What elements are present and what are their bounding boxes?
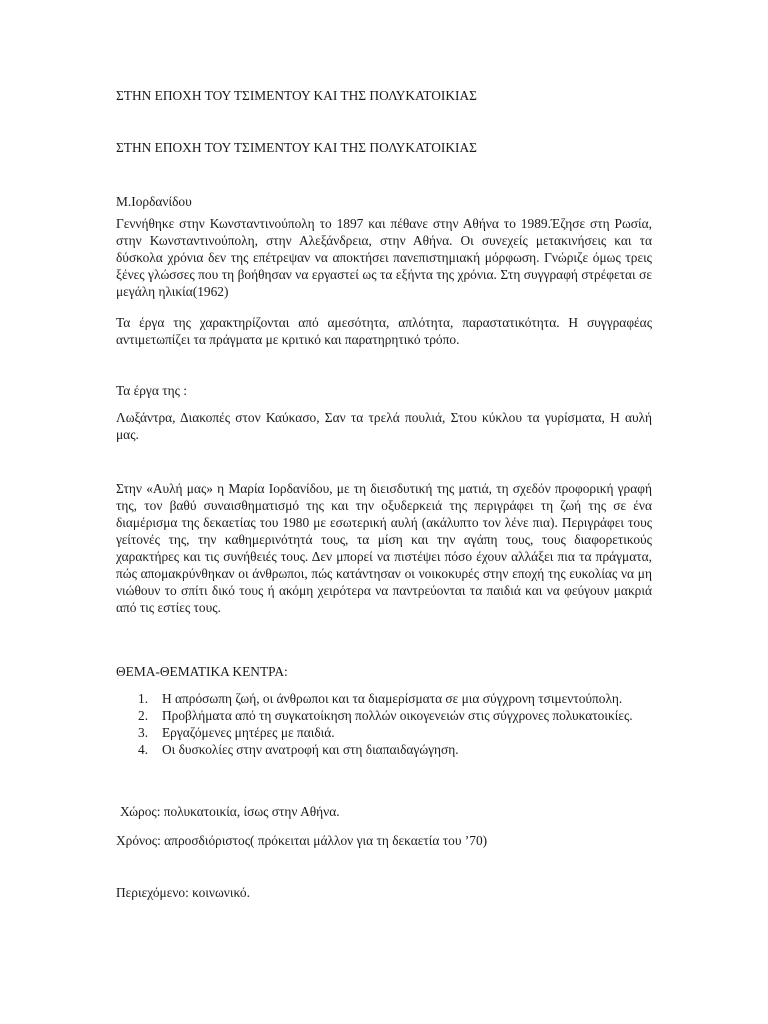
theme-text: Η απρόσωπη ζωή, οι άνθρωποι και τα διαμερίσματα σε μια σύγχρονη τσιμεντούπολη. xyxy=(162,691,623,706)
theme-number: 3. xyxy=(138,725,149,740)
theme-text: Εργαζόμενες μητέρες με παιδιά. xyxy=(162,725,335,740)
theme-number: 4. xyxy=(138,742,149,757)
theme-number: 2. xyxy=(138,708,149,723)
themes-heading: ΘΕΜΑ-ΘΕΜΑΤΙΚΑ ΚΕΝΤΡΑ: xyxy=(116,664,288,679)
theme-item xyxy=(138,724,652,741)
theme-item xyxy=(138,690,652,707)
author-name: Μ.Ιορδανίδου xyxy=(116,194,192,209)
time-paragraph: Χρόνος: απροσδιόριστος( πρόκειται μάλλον για τη δεκαετία του ’70) xyxy=(116,833,488,848)
document-title: ΣΤΗΝ ΕΠΟΧΗ ΤΟΥ ΤΣΙΜΕΝΤΟΥ ΚΑΙ ΤΗΣ ΠΟΛΥΚΑΤΟΙΚΙΑΣ xyxy=(116,88,477,103)
theme-item xyxy=(138,741,652,758)
works-list-paragraph: Λωξάντρα, Διακοπές στον Καύκασο, Σαν τα τρελά πουλιά, Στου κύκλου τα γυρίσματα, Η αυλή μας. xyxy=(116,410,652,442)
theme-number: 1. xyxy=(138,691,149,706)
theme-text: Οι δυσκολίες στην ανατροφή και στη διαπαιδαγώγηση. xyxy=(162,742,459,757)
place-paragraph: Χώρος: πολυκατοικία, ίσως στην Αθήνα. xyxy=(120,804,340,819)
works-heading: Τα έργα της : xyxy=(116,383,187,398)
content-paragraph: Περιεχόμενο: κοινωνικό. xyxy=(116,885,250,900)
summary-paragraph: Στην «Αυλή μας» η Μαρία Ιορδανίδου, με τη διεισδυτική της ματιά, τη σχεδόν προφορική γραφή της, τον βαθύ συναισθηματισμό της και την οξυδερκειά της περιγράφει τη ζωή της σε ένα διαμέρισμα της δεκαετίας του 1980 με εσωτερική αυλή (ακάλυπτο τον λένε πια). Περιγράφει τους γείτονές της, την καθημερινότητά τους, τα μίση και την αγάπη τους, τους διαφορετικούς χαρακτήρες και τις συνήθειές τους. Δεν μπορεί να πιστέψει πόσο έχουν αλλάξει πια τα πράγματα, πώς απομακρύνθηκαν οι άνθρωποι, πώς κατάντησαν οι νοικοκυρές στην εποχή της ευκολίας να μη νιώθουν το σπίτι δικό τους ή ακόμη χειρότερα να παντρεύονται τα παιδιά και να φεύγουν μακριά από τις εστίες τους. xyxy=(116,481,652,615)
works-description-paragraph: Τα έργα της χαρακτηρίζονται από αμεσότητα, απλότητα, παραστατικότητα. Η συγγραφέας αντιμετωπίζει τα πράγματα με κριτικό και παρατηρητικό τρόπο. xyxy=(116,315,652,347)
themes-list xyxy=(138,690,652,758)
theme-item xyxy=(138,707,652,724)
biography-paragraph: Γεννήθηκε στην Κωνσταντινούπολη το 1897 και πέθανε στην Αθήνα το 1989.Έζησε στη Ρωσία, στην Κωνσταντινούπολη, στην Αλεξάνδρεια, στην Αθήνα. Οι συνεχείς μετακινήσεις και τα δύσκολα χρόνια δεν της επέτρεψαν να αποκτήσει πανεπιστημιακή μόρφωση. Γνώριζε όμως τρεις ξένες γλώσσες που τη βοήθησαν να εργαστεί ως τα εξήντα της χρόνια. Στη συγγραφή στρέφεται σε μεγάλη ηλικία(1962) xyxy=(116,216,652,299)
document-subtitle: ΣΤΗΝ ΕΠΟΧΗ ΤΟΥ ΤΣΙΜΕΝΤΟΥ ΚΑΙ ΤΗΣ ΠΟΛΥΚΑΤΟΙΚΙΑΣ xyxy=(116,140,477,155)
theme-text: Προβλήματα από τη συγκατοίκηση πολλών οικογενειών στις σύγχρονες πολυκατοικίες. xyxy=(162,708,633,723)
